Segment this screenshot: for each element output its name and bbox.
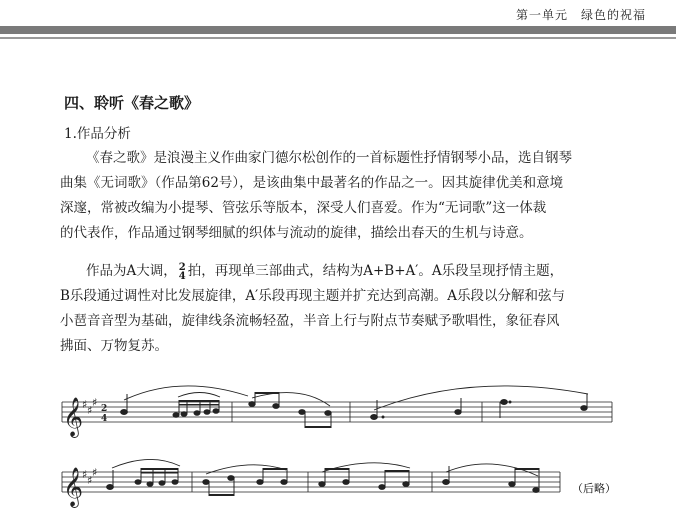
music-score <box>0 380 676 516</box>
svg-text:♯: ♯ <box>87 404 93 417</box>
section-subheading: 1.作品分析 <box>64 126 131 142</box>
header-rule <box>0 26 676 34</box>
svg-text:♯: ♯ <box>87 474 93 487</box>
time-signature <box>101 404 107 424</box>
staff-1 <box>62 402 612 422</box>
svg-text:♯: ♯ <box>82 468 88 481</box>
paragraph-line: B乐段通过调性对比发展旋律，A′乐段再现主题并扩充达到高潮。A乐段以分解和弦与 <box>60 288 565 304</box>
svg-text:2: 2 <box>101 404 108 414</box>
time-sig-top: 2 <box>178 261 186 273</box>
key-signature <box>82 396 97 417</box>
paragraph-text: 作品为A大调， <box>86 263 177 279</box>
ending-note: （后略） <box>572 482 616 495</box>
notes-staff-1 <box>121 392 588 428</box>
paragraph-line <box>60 259 626 284</box>
header-title: 第一单元 绿色的祝福 <box>515 8 646 22</box>
paragraph-structure <box>60 259 626 359</box>
svg-text:♯: ♯ <box>92 396 98 409</box>
paragraph-text: 拍，再现单三部曲式，结构为A+B+A′。A乐段呈现抒情主题， <box>187 263 564 279</box>
slurs-staff-1 <box>124 386 588 410</box>
time-sig-bottom: 4 <box>178 270 186 282</box>
paragraph-line: 拂面、万物复苏。 <box>60 338 168 354</box>
key-signature <box>82 466 97 487</box>
header-rule-thin <box>0 37 676 39</box>
notes-staff-2 <box>107 466 540 496</box>
svg-text:♯: ♯ <box>82 398 88 411</box>
paragraph-line: 曲集《无词歌》（作品第62号），是该曲集中最著名的作品之一。因其旋律优美和意境 <box>60 175 564 191</box>
paragraph-line: 的代表作，作品通过钢琴细腻的织体与流动的旋律，描绘出春天的生机与诗意。 <box>60 225 533 241</box>
treble-clef-icon: 𝄞 <box>63 397 84 437</box>
treble-clef-icon: 𝄞 <box>63 467 84 507</box>
svg-text:♯: ♯ <box>92 466 98 479</box>
paragraph-analysis <box>60 146 626 246</box>
svg-text:4: 4 <box>101 414 108 424</box>
paragraph-line: 深邃，常被改编为小提琴、管弦乐等版本，深受人们喜爱。作为“无词歌”这一体裁 <box>60 200 547 216</box>
time-signature-inline <box>179 263 186 281</box>
section-heading: 四、聆听《春之歌》 <box>64 94 200 112</box>
paragraph-line: 《春之歌》是浪漫主义作曲家门德尔松创作的一首标题性抒情钢琴小品，选自钢琴 <box>86 150 572 166</box>
paragraph-line: 小琶音音型为基础，旋律线条流畅轻盈，半音上行与附点节奏赋予歌唱性，象征春风 <box>60 313 560 329</box>
